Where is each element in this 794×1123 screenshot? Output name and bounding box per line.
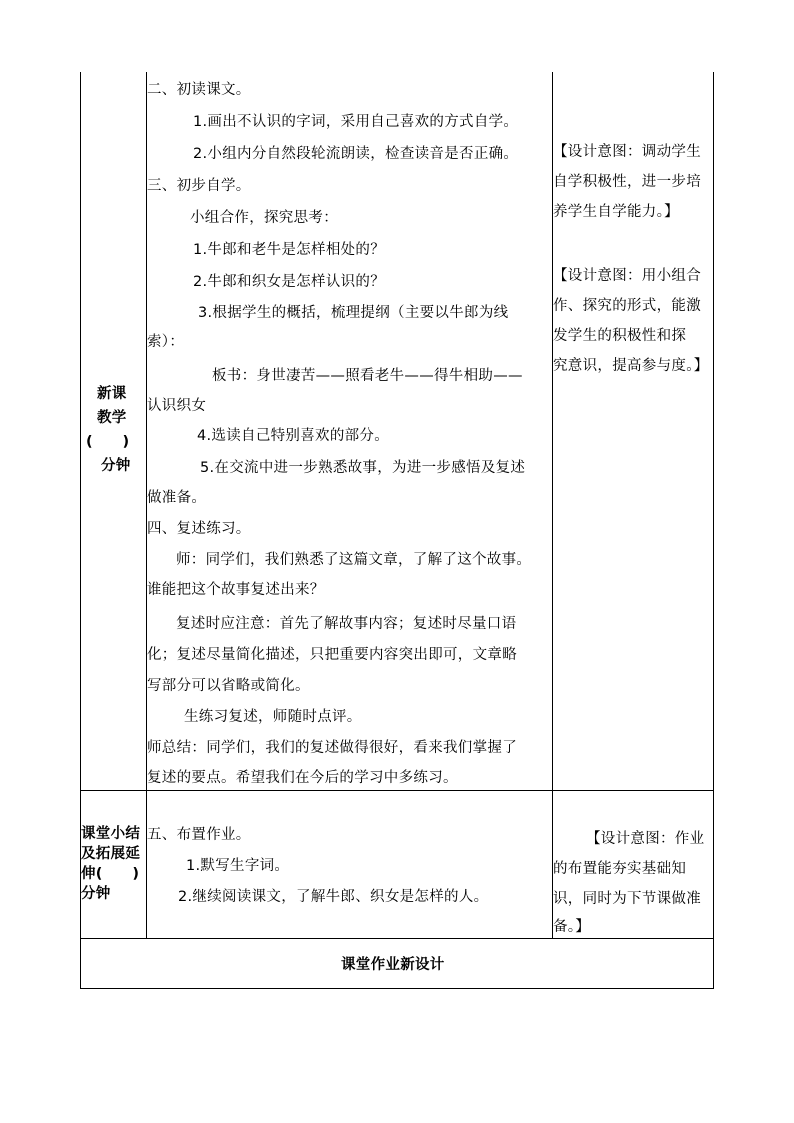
design-line: 养学生自学能力。】: [553, 204, 679, 220]
content-line: 1.牛郎和老牛是怎样相处的？: [193, 242, 386, 258]
content-line: 1.画出不认识的字词，采用自己喜欢的方式自学。: [193, 114, 519, 130]
design-line: 识，同时为下节课做准: [553, 891, 701, 907]
design-line: 【设计意图：用小组合: [553, 268, 701, 284]
content-line: 4.选读自己特别喜欢的部分。: [197, 428, 390, 444]
design-line: 发学生的积极性和探: [553, 328, 687, 344]
content-line: 板书：身世凄苦——照看老牛——得牛相助——: [212, 368, 523, 384]
content-line: 2.继续阅读课文，了解牛郎、织女是怎样的人。: [178, 889, 489, 905]
content-line: 1.默写生字词。: [186, 858, 290, 874]
content-line: 生练习复述，师随时点评。: [184, 709, 362, 725]
content-line: 师总结：同学们，我们的复述做得很好，看来我们掌握了: [147, 740, 517, 756]
content-line: 四、复述练习。: [147, 521, 251, 537]
content-line: 谁能把这个故事复述出来？: [147, 582, 325, 598]
row-divider-2: [80, 938, 714, 939]
design-line: 自学积极性，进一步培: [553, 174, 701, 190]
row-divider-1: [80, 790, 714, 791]
row2-label-line-1: 课堂小结: [81, 826, 141, 842]
content-line: 认识织女: [147, 398, 207, 414]
design-line: 备。】: [553, 919, 591, 935]
content-line: 2.小组内分自然段轮流朗读，检查读音是否正确。: [193, 146, 519, 162]
design-line: 作、探究的形式，能激: [553, 298, 701, 314]
row2-label-line-2: 及拓展延: [81, 846, 141, 862]
content-line: 化；复述尽量简化描述，只把重要内容突出即可，文章略: [147, 647, 517, 663]
content-line: 三、初步自学。: [147, 178, 251, 194]
content-line: 复述时应注意：首先了解故事内容；复述时尽量口语: [176, 616, 517, 632]
content-line: 3.根据学生的概括，梳理提纲（主要以牛郎为线: [198, 305, 509, 321]
content-line: 五、布置作业。: [147, 827, 251, 843]
row1-label-line-3: ( ): [86, 434, 130, 450]
content-line: 复述的要点。希望我们在今后的学习中多练习。: [147, 770, 458, 786]
homework-design-title: 课堂作业新设计: [341, 957, 445, 973]
row2-label-line-4: 分钟: [81, 886, 111, 902]
row2-label-line-3: 伸( ): [81, 866, 140, 882]
content-line: 2.牛郎和织女是怎样认识的？: [193, 274, 386, 290]
row1-label-line-2: 教学: [97, 410, 127, 426]
design-line: 的布置能夯实基础知: [553, 861, 687, 877]
content-line: 二、初读课文。: [147, 82, 251, 98]
content-line: 做准备。: [147, 490, 207, 506]
table-right-border: [713, 72, 714, 989]
design-line: 【设计意图：作业: [586, 831, 705, 847]
content-line: 师：同学们，我们熟悉了这篇文章，了解了这个故事。: [176, 552, 532, 568]
design-line: 【设计意图：调动学生: [553, 144, 701, 160]
row1-label-line-4: 分钟: [101, 458, 131, 474]
content-line: 写部分可以省略或简化。: [147, 678, 310, 694]
design-line: 究意识，提高参与度。】: [553, 358, 709, 374]
content-line: 5.在交流中进一步熟悉故事，为进一步感悟及复述: [200, 460, 526, 476]
content-line: 小组合作，探究思考：: [190, 210, 338, 226]
row1-label-line-1: 新课: [97, 386, 127, 402]
content-line: 索）：: [147, 334, 185, 350]
table-bottom-border: [80, 988, 714, 989]
